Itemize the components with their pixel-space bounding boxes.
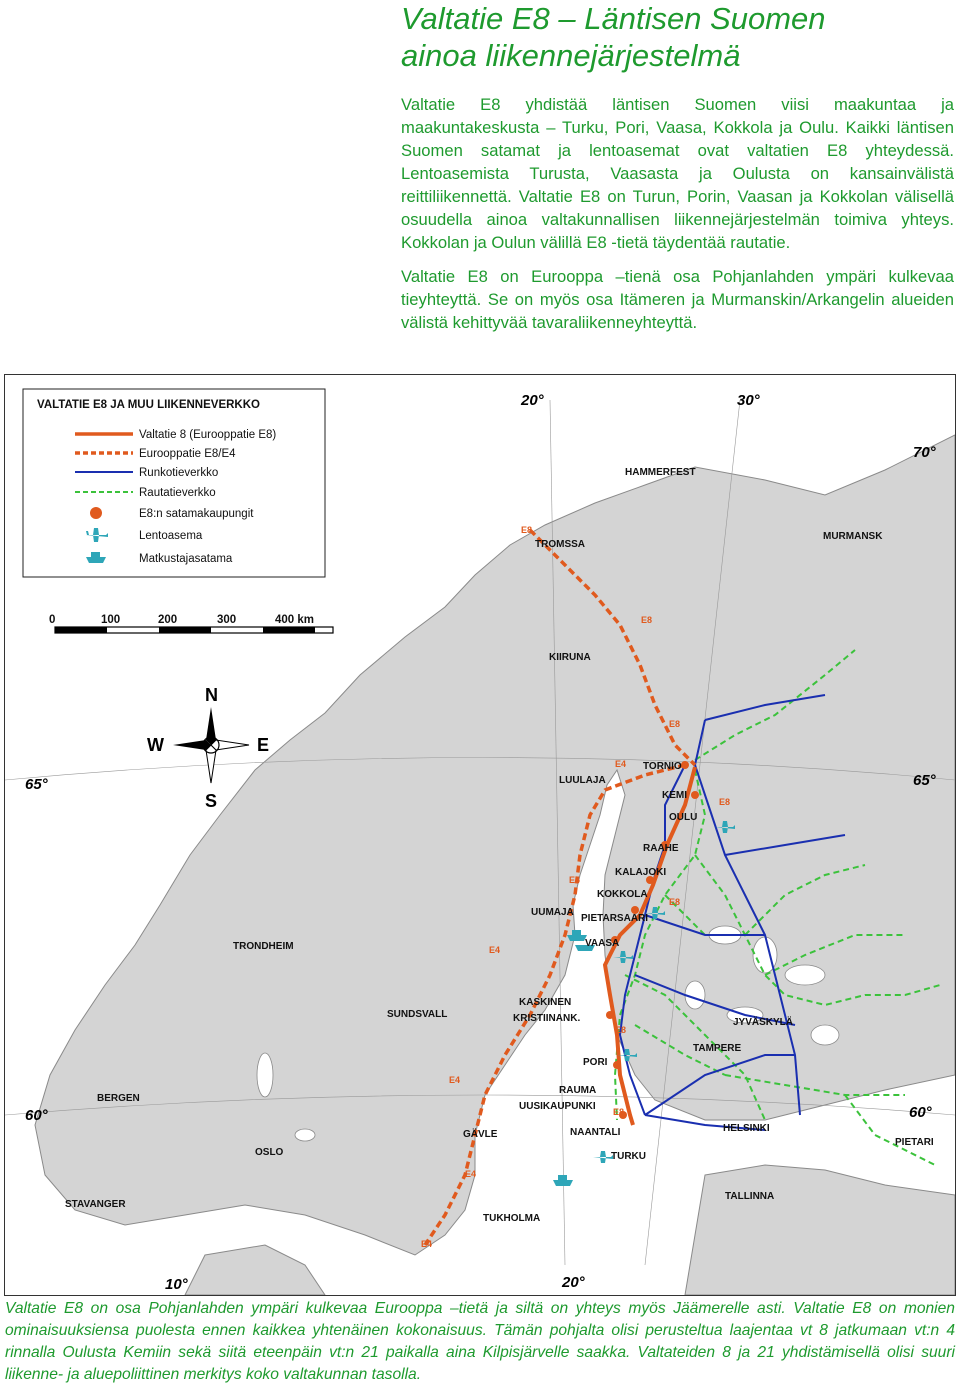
city-oslo: OSLO [255, 1147, 284, 1158]
city-jyvaskyla: JYVÄSKYLÄ [733, 1017, 794, 1028]
denmark-land [185, 1245, 325, 1295]
city-murmansk: MURMANSK [823, 531, 883, 542]
city-rauma: RAUMA [559, 1085, 597, 1096]
intro-paragraph-1: Valtatie E8 yhdistää läntisen Suomen viisi maakuntaa ja maakuntakeskusta – Turku, Pori, Vaasa, Kokkola ja Oulu. Kaikki läntisen Suomen satamat ja lentoasemat ovat valtatien E8 yhteydessä. Lentoasemista Turusta, Vaasasta ja Oulusta on kansainvälistä reittiliikennettä. Valtatie E8 on Turun, Porin, Vaasan ja Kokkolan välisellä osuudella ainoa valtakunnallisen liikennejärjestelmän toimiva yhteys. Kokkolan ja Oulun välillä E8 -tietä täydentää rautatie. [401, 95, 954, 252]
transport-network-map [4, 374, 956, 1296]
legend-item-rail: Rautatieverkko [139, 487, 216, 499]
city-pietarsaari: PIETARSAARI [581, 913, 649, 924]
city-kalajoki: KALAJOKI [615, 867, 667, 878]
city-tornio: TORNIO [643, 761, 682, 772]
city-gavle: GÄVLE [463, 1129, 498, 1140]
city-uumaja: UUMAJA [531, 907, 574, 918]
city-tampere: TAMPERE [693, 1043, 742, 1054]
e-label: E4 [449, 1075, 461, 1085]
legend-item-ferry: Matkustajasatama [139, 553, 233, 565]
deg-left-60: 60° [25, 1107, 48, 1124]
deg-bottom-10: 10° [165, 1276, 188, 1293]
city-sundsvall: SUNDSVALL [387, 1009, 448, 1020]
e-label: E8 [641, 615, 653, 625]
city-luulaja: LUULAJA [559, 775, 606, 786]
e-label: E8 [613, 1107, 625, 1117]
deg-top-30: 30° [737, 392, 760, 409]
airplane-icon [593, 1151, 613, 1163]
city-kiiruna: KIIRUNA [549, 652, 591, 663]
city-vaasa: VAASA [585, 938, 620, 949]
city-oulu: OULU [669, 812, 698, 823]
city-naantali: NAANTALI [570, 1127, 621, 1138]
city-uusikaupunki: UUSIKAUPUNKI [519, 1101, 596, 1112]
e-label: E8 [669, 897, 681, 907]
city-pietari: PIETARI [895, 1137, 934, 1148]
scale-200: 200 [158, 614, 178, 626]
compass-w: W [147, 735, 164, 755]
compass-n: N [205, 685, 218, 705]
city-hammerfest: HAMMERFEST [625, 467, 696, 478]
city-tromso: TROMSSA [535, 539, 585, 550]
legend-item-e8: Valtatie 8 (Eurooppatie E8) [139, 429, 277, 441]
scale-bar [49, 614, 333, 633]
e-label: E8 [719, 797, 731, 807]
e-label: E8 [615, 1025, 627, 1035]
city-tukholma: TUKHOLMA [483, 1213, 541, 1224]
city-stavanger: STAVANGER [65, 1199, 126, 1210]
deg-right-70: 70° [913, 444, 936, 461]
e-label: E4 [465, 1169, 477, 1179]
scale-300: 300 [217, 614, 237, 626]
city-raahe: RAAHE [643, 843, 679, 854]
compass-e: E [257, 735, 270, 755]
city-tallinna: TALLINNA [725, 1191, 775, 1202]
map-svg [5, 375, 955, 1295]
deg-right-60: 60° [909, 1104, 932, 1121]
city-kemi: KEMI [662, 790, 687, 801]
city-kristiinank: KRISTIINANK. [513, 1013, 581, 1024]
deg-left-65: 65° [25, 776, 48, 793]
deg-top-20: 20° [521, 392, 544, 409]
legend [23, 389, 325, 577]
legend-item-airport: Lentoasema [139, 530, 203, 542]
city-helsinki: HELSINKI [723, 1123, 770, 1134]
intro-text [401, 93, 954, 334]
title-line-2: ainoa liikennejärjestelmä [401, 38, 741, 73]
city-bergen: BERGEN [97, 1093, 140, 1104]
city-kokkola: KOKKOLA [597, 889, 648, 900]
e-label: E8 [521, 525, 533, 535]
caption-text: Valtatie E8 on osa Pohjanlahden ympäri kulkevaa Eurooppa –tietä ja siltä on yhteys myös Jäämerelle asti. Valtatie E8 on monien ominaisuuksiensa puolesta ennen kaikkea yhtenäinen kokonaisuus. Tämän pohjalta olisi perusteltua laajentaa vt 8 jatkumaan vt:n 4 rinnalla Oulusta Kemiin sekä siitä eteenpäin vt:n 21 paikalla aina Kilpisjärvelle saakka. Valtateiden 8 ja 21 yhdistämisellä olisi suuri liikenne- ja aluepoliittinen merkitys koko valtakunnan tasolla. [5, 1300, 955, 1383]
legend-item-runko: Runkotieverkko [139, 467, 219, 479]
e-label: E4 [489, 945, 501, 955]
scale-100: 100 [101, 614, 121, 626]
title-line-1: Valtatie E8 – Läntisen Suomen [401, 1, 826, 36]
deg-bottom-20: 20° [562, 1274, 585, 1291]
legend-item-port: E8:n satamakaupungit [139, 508, 254, 520]
city-trondheim: TRONDHEIM [233, 941, 294, 952]
e-label: E4 [421, 1239, 433, 1249]
city-kaskinen: KASKINEN [519, 997, 572, 1008]
scale-400: 400 km [275, 614, 315, 626]
deg-right-65: 65° [913, 772, 936, 789]
legend-title: VALTATIE E8 JA MUU LIIKENNEVERKKO [37, 399, 260, 411]
map-caption [5, 1298, 955, 1386]
city-pori: PORI [583, 1057, 608, 1068]
e-label: E4 [615, 759, 627, 769]
e-label: E4 [569, 875, 581, 885]
intro-paragraph-2: Valtatie E8 on Eurooppa –tienä osa Pohjanlahden ympäri kulkevaa tieyhteyttä. Se on myös osa Itämeren ja Murmanskin/Arkangelin alueiden välistä kehittyvää tavaraliikenneyhteyttä. [401, 267, 954, 332]
e-label: E8 [669, 719, 681, 729]
estonia-land [685, 1165, 955, 1295]
scale-0: 0 [49, 614, 56, 626]
compass-s: S [205, 791, 218, 811]
ship-icon [553, 1175, 573, 1186]
city-turku: TURKU [611, 1151, 646, 1162]
port-city-dot-icon [90, 507, 102, 519]
page-title [401, 0, 941, 74]
legend-item-e8e4: Eurooppatie E8/E4 [139, 448, 236, 460]
